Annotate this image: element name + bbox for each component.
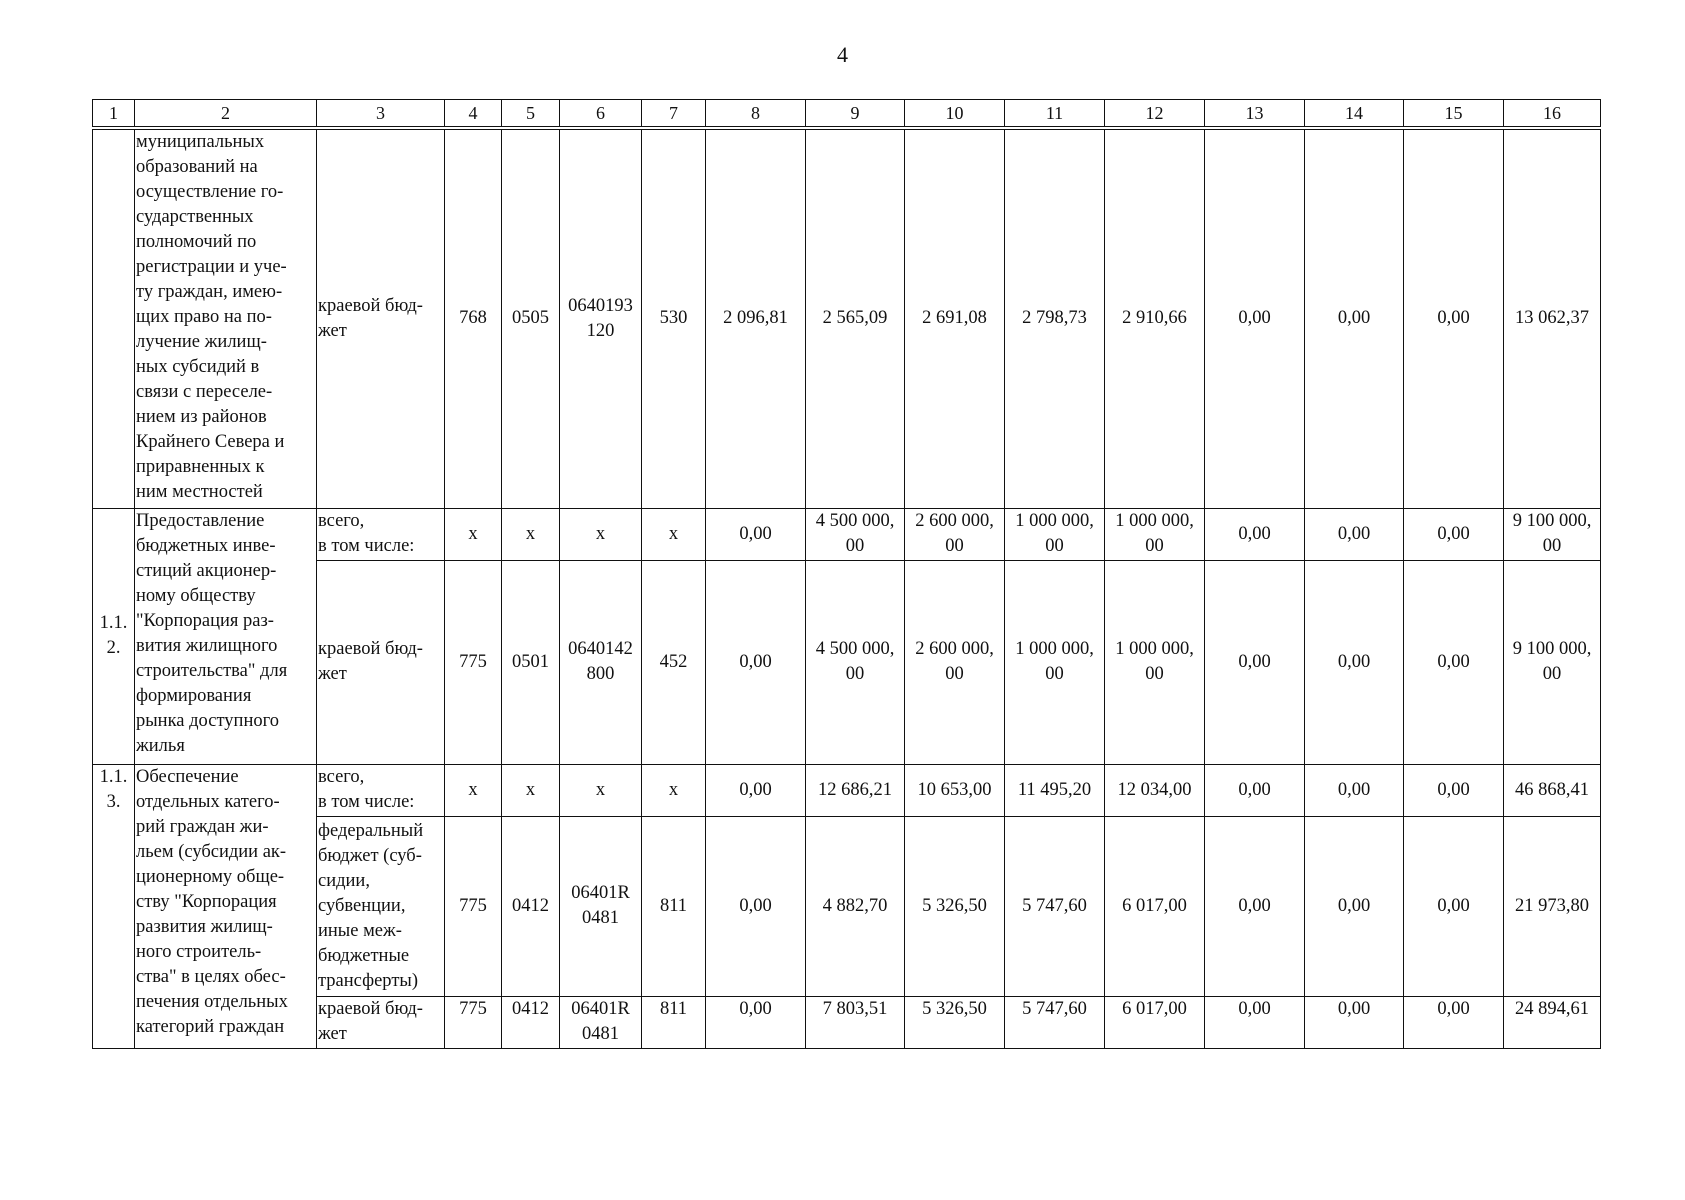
cell-col4: х — [445, 508, 502, 560]
cell-col11 — [1005, 508, 1105, 560]
cell-col9: 12 686,21 — [806, 764, 905, 816]
cell-col5: х — [502, 764, 560, 816]
funding-source-cell — [317, 996, 445, 1048]
funding-source-cell — [317, 560, 445, 764]
cell-line: полномочий по — [136, 232, 257, 252]
cell-line: 1 000 000, — [1115, 639, 1194, 659]
cell-line: Крайнего Севера и — [136, 432, 285, 452]
cell-line: щих право на по- — [136, 307, 272, 327]
cell-line: Обеспечение — [136, 766, 239, 787]
cell-col11: 5 747,60 — [1005, 816, 1105, 996]
cell-col14: 0,00 — [1305, 816, 1404, 996]
cell-line: регистрации и уче- — [136, 257, 287, 277]
cell-col15: 0,00 — [1404, 996, 1504, 1048]
cell-col8: 0,00 — [706, 764, 806, 816]
column-number: 6 — [560, 100, 642, 129]
cell-col7: х — [642, 508, 706, 560]
cell-line: 2 600 000, — [915, 639, 994, 659]
cell-col5: 0412 — [502, 816, 560, 996]
cell-line: 3. — [106, 791, 121, 812]
column-number: 9 — [806, 100, 905, 129]
cell-col15: 0,00 — [1404, 508, 1504, 560]
column-number: 2 — [135, 100, 317, 129]
cell-line: 4 500 000, — [815, 639, 895, 659]
cell-col16: 21 973,80 — [1504, 816, 1601, 996]
cell-col15: 0,00 — [1404, 560, 1504, 764]
cell-line: 00 — [845, 536, 865, 556]
cell-line: 00 — [1045, 664, 1064, 684]
cell-line: сидии, — [318, 870, 370, 891]
funding-source-cell — [317, 128, 445, 508]
cell-col8: 0,00 — [706, 816, 806, 996]
cell-col9: 4 882,70 — [806, 816, 905, 996]
cell-col14: 0,00 — [1305, 996, 1404, 1048]
cell-line: рынка доступного — [136, 710, 279, 731]
cell-col6 — [560, 560, 642, 764]
cell-col14: 0,00 — [1305, 128, 1404, 508]
page-number: 4 — [837, 42, 848, 67]
cell-line: 0640193 — [568, 295, 633, 316]
cell-line: 0481 — [582, 908, 619, 928]
cell-line: краевой бюд- — [318, 639, 423, 659]
cell-col13: 0,00 — [1205, 816, 1305, 996]
cell-line: формирования — [136, 685, 252, 706]
cell-line: ного строитель- — [136, 941, 262, 962]
cell-col11: 2 798,73 — [1005, 128, 1105, 508]
cell-line: всего, — [318, 767, 365, 787]
cell-line: бюджет (суб- — [318, 845, 422, 866]
cell-line: вития жилищного — [136, 635, 278, 656]
cell-col6 — [560, 128, 642, 508]
column-number: 7 — [642, 100, 706, 129]
cell-line: связи с переселе- — [136, 382, 273, 402]
table-row — [93, 128, 1601, 508]
cell-col16: 46 868,41 — [1504, 764, 1601, 816]
row-name-cell — [135, 128, 317, 508]
budget-table — [92, 99, 1601, 1049]
cell-col9 — [806, 508, 905, 560]
cell-col4: 775 — [445, 816, 502, 996]
cell-col9: 2 565,09 — [806, 128, 905, 508]
cell-line: лучение жилищ- — [136, 332, 267, 352]
cell-col8: 0,00 — [706, 560, 806, 764]
column-numbers-row — [93, 100, 1601, 129]
cell-line: 800 — [586, 664, 615, 684]
cell-col16 — [1504, 560, 1601, 764]
cell-line: ству "Корпорация — [136, 891, 277, 912]
row-name-cell — [135, 764, 317, 1048]
cell-line: 1.1. — [99, 613, 128, 633]
cell-col4: 768 — [445, 128, 502, 508]
table-row — [93, 764, 1601, 816]
cell-col16: 24 894,61 — [1504, 996, 1601, 1048]
cell-col14: 0,00 — [1305, 764, 1404, 816]
cell-line: ним местностей — [136, 482, 263, 502]
cell-line: приравненных к — [136, 457, 265, 477]
cell-line: ционерному обще- — [136, 866, 285, 887]
cell-col13: 0,00 — [1205, 508, 1305, 560]
cell-col8: 0,00 — [706, 996, 806, 1048]
column-number: 14 — [1305, 100, 1404, 129]
cell-col16: 13 062,37 — [1504, 128, 1601, 508]
cell-line: льем (субсидии ак- — [136, 841, 287, 862]
cell-line: строительства" для — [136, 660, 288, 681]
cell-col10 — [905, 508, 1005, 560]
cell-col13: 0,00 — [1205, 996, 1305, 1048]
cell-col6: х — [560, 764, 642, 816]
cell-line: жилья — [136, 735, 185, 756]
cell-line: 06401R — [571, 883, 630, 903]
cell-line: 1 000 000, — [1015, 511, 1094, 531]
table-row — [93, 996, 1601, 1048]
cell-line: субвенции, — [318, 895, 406, 916]
cell-line: 1 000 000, — [1115, 511, 1194, 531]
cell-line: 00 — [1045, 536, 1064, 556]
column-number: 5 — [502, 100, 560, 129]
funding-source-cell — [317, 816, 445, 996]
cell-col7: 530 — [642, 128, 706, 508]
cell-col12: 6 017,00 — [1105, 816, 1205, 996]
cell-line: иные меж- — [318, 920, 402, 941]
cell-col5: 0412 — [502, 996, 560, 1048]
cell-line: всего, — [318, 511, 365, 531]
cell-col12: 6 017,00 — [1105, 996, 1205, 1048]
cell-col14: 0,00 — [1305, 508, 1404, 560]
cell-col5: х — [502, 508, 560, 560]
column-number: 3 — [317, 100, 445, 129]
cell-col12: 12 034,00 — [1105, 764, 1205, 816]
cell-line: нием из районов — [136, 407, 267, 427]
cell-col7: 452 — [642, 560, 706, 764]
cell-line: 0481 — [582, 1023, 619, 1044]
cell-col4: 775 — [445, 560, 502, 764]
cell-line: стиций акционер- — [136, 560, 277, 581]
cell-col15: 0,00 — [1404, 816, 1504, 996]
cell-line: ту граждан, имею- — [136, 282, 283, 302]
cell-line: развития жилищ- — [136, 916, 273, 937]
cell-col8: 0,00 — [706, 508, 806, 560]
cell-col14: 0,00 — [1305, 560, 1404, 764]
column-number: 4 — [445, 100, 502, 129]
row-name-cell — [135, 508, 317, 764]
column-number: 1 — [93, 100, 135, 129]
cell-col12: 2 910,66 — [1105, 128, 1205, 508]
column-number: 12 — [1105, 100, 1205, 129]
cell-col11: 5 747,60 — [1005, 996, 1105, 1048]
cell-line: осуществление го- — [136, 182, 284, 202]
column-number: 10 — [905, 100, 1005, 129]
cell-col6 — [560, 816, 642, 996]
cell-col8: 2 096,81 — [706, 128, 806, 508]
cell-col6: х — [560, 508, 642, 560]
cell-line: ства" в целях обес- — [136, 966, 286, 987]
cell-line: 9 100 000, — [1512, 639, 1592, 659]
cell-line: жет — [318, 320, 347, 341]
column-number: 15 — [1404, 100, 1504, 129]
cell-line: отдельных катего- — [136, 791, 280, 812]
cell-col7: 811 — [642, 996, 706, 1048]
cell-line: федеральный — [318, 820, 424, 841]
cell-line: бюджетных инве- — [136, 535, 276, 556]
funding-source-cell — [317, 508, 445, 560]
cell-line: сударственных — [136, 207, 254, 227]
column-number: 11 — [1005, 100, 1105, 129]
cell-line: 06401R — [571, 998, 630, 1019]
funding-source-cell — [317, 764, 445, 816]
cell-col13: 0,00 — [1205, 128, 1305, 508]
cell-col7: 811 — [642, 816, 706, 996]
cell-line: краевой бюд- — [318, 998, 423, 1019]
cell-line: 1 000 000, — [1015, 639, 1094, 659]
row-index-cell — [93, 508, 135, 764]
cell-line: 00 — [945, 664, 964, 684]
cell-line: рий граждан жи- — [136, 816, 269, 837]
cell-line: 00 — [1145, 536, 1164, 556]
cell-col6 — [560, 996, 642, 1048]
cell-line: 00 — [845, 664, 865, 684]
cell-line: 2. — [106, 638, 121, 658]
cell-col5: 0505 — [502, 128, 560, 508]
cell-line: ных субсидий в — [136, 357, 260, 377]
cell-line: 1.1. — [99, 766, 128, 787]
cell-line: 00 — [945, 536, 964, 556]
cell-col10: 5 326,50 — [905, 816, 1005, 996]
cell-col13: 0,00 — [1205, 764, 1305, 816]
column-number: 8 — [706, 100, 806, 129]
row-index-cell — [93, 764, 135, 1048]
cell-line: 4 500 000, — [815, 511, 895, 531]
cell-col10 — [905, 560, 1005, 764]
cell-line: Предоставление — [136, 510, 265, 531]
cell-line: бюджетные — [318, 945, 410, 966]
cell-col4: х — [445, 764, 502, 816]
cell-line: 00 — [1542, 664, 1562, 684]
cell-line: трансферты) — [318, 970, 418, 991]
cell-col7: х — [642, 764, 706, 816]
cell-col15: 0,00 — [1404, 128, 1504, 508]
cell-line: 0640142 — [568, 639, 633, 659]
cell-line: в том числе: — [318, 792, 415, 812]
cell-col11: 11 495,20 — [1005, 764, 1105, 816]
cell-col13: 0,00 — [1205, 560, 1305, 764]
cell-col4: 775 — [445, 996, 502, 1048]
cell-line: 00 — [1145, 664, 1164, 684]
cell-line: жет — [318, 1023, 347, 1044]
column-number: 16 — [1504, 100, 1601, 129]
table-row — [93, 508, 1601, 560]
cell-col10: 10 653,00 — [905, 764, 1005, 816]
cell-line: 2 600 000, — [915, 511, 994, 531]
cell-line: 120 — [586, 320, 615, 341]
cell-col12 — [1105, 508, 1205, 560]
cell-line: в том числе: — [318, 536, 415, 556]
cell-col12 — [1105, 560, 1205, 764]
cell-line: 00 — [1542, 536, 1562, 556]
table-row — [93, 816, 1601, 996]
cell-line: 9 100 000, — [1512, 511, 1592, 531]
table-row — [93, 560, 1601, 764]
cell-line: ному обществу — [136, 585, 256, 606]
cell-col10: 5 326,50 — [905, 996, 1005, 1048]
cell-col9 — [806, 560, 905, 764]
cell-line: жет — [318, 664, 347, 684]
cell-col16 — [1504, 508, 1601, 560]
cell-col15: 0,00 — [1404, 764, 1504, 816]
cell-line: "Корпорация раз- — [136, 610, 274, 631]
cell-line: краевой бюд- — [318, 295, 423, 316]
cell-line: категорий граждан — [136, 1016, 285, 1037]
cell-col11 — [1005, 560, 1105, 764]
column-number: 13 — [1205, 100, 1305, 129]
cell-line: образований на — [136, 157, 258, 177]
cell-line: печения отдельных — [136, 991, 288, 1012]
row-index-cell — [93, 128, 135, 508]
cell-col10: 2 691,08 — [905, 128, 1005, 508]
cell-line: муниципальных — [136, 132, 265, 152]
cell-col5: 0501 — [502, 560, 560, 764]
cell-col9: 7 803,51 — [806, 996, 905, 1048]
